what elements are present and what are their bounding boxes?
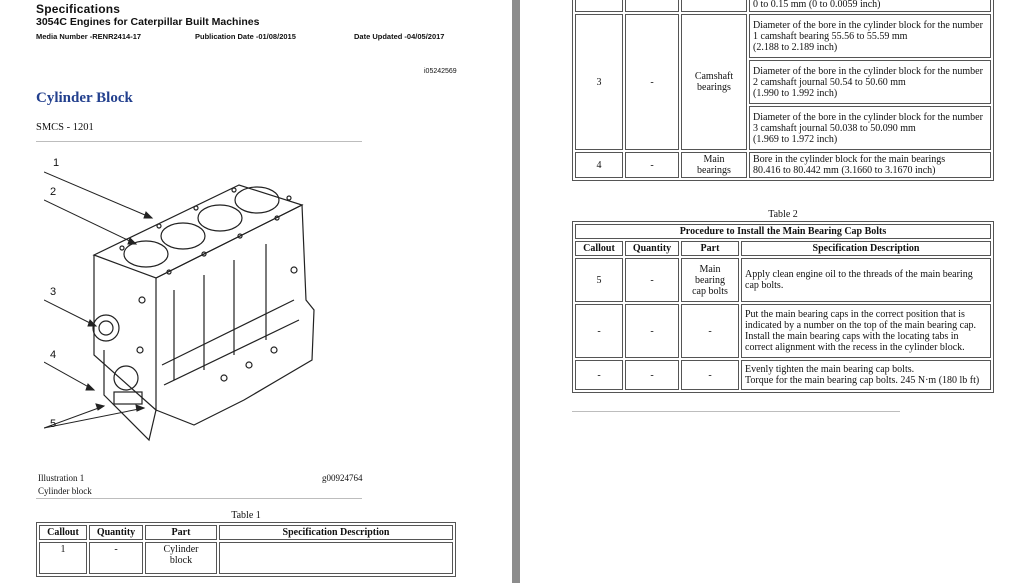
desc-line: Diameter of the bore in the cylinder block for the number: [753, 111, 983, 123]
cell-description: [749, 60, 991, 104]
desc-line: Diameter of the bore in the cylinder block for the number: [753, 19, 983, 31]
part-line: Main: [699, 263, 721, 275]
cell-description: [741, 304, 991, 358]
part-line: bearings: [697, 165, 731, 176]
col-spec-description: Specification Description: [219, 525, 453, 540]
cylinder-block-illustration: [44, 150, 344, 450]
cell-callout: -: [575, 304, 623, 358]
table-row: [575, 14, 991, 58]
cell-part: [681, 0, 747, 12]
desc-line: Torque for the main bearing cap bolts. 245 N·m (180 lb ft): [745, 375, 980, 386]
cell-part: [681, 258, 739, 302]
cell-quantity: -: [625, 152, 679, 178]
col-part: Part: [145, 525, 217, 540]
cell-part: -: [681, 304, 739, 358]
desc-line: (1.969 to 1.972 inch): [753, 133, 838, 145]
callout-4: 4: [50, 349, 57, 361]
illustration-number: Illustration 1: [38, 473, 85, 483]
cell-part: [145, 542, 217, 574]
caption-divider: [36, 498, 362, 499]
table-row: [575, 304, 991, 358]
cell-description: [749, 152, 991, 178]
cell-quantity: -: [625, 304, 679, 358]
desc-line: correct alignment with the recess in the cylinder block.: [745, 342, 965, 353]
cell-part: [681, 14, 747, 150]
table-row: [39, 542, 453, 574]
callout-5: 5: [50, 418, 57, 430]
part-line: Main: [703, 154, 725, 165]
cell-callout: [575, 0, 623, 12]
cell-quantity: -: [89, 542, 143, 574]
cell-quantity: -: [625, 258, 679, 302]
cell-description: [219, 542, 453, 574]
doc-id: i05242569: [424, 68, 457, 75]
table-row: [575, 0, 991, 12]
col-quantity: Quantity: [89, 525, 143, 540]
cell-callout: 1: [39, 542, 87, 574]
table1-caption: Table 1: [231, 510, 261, 521]
illustration-title: Cylinder block: [38, 486, 92, 496]
callout-3: 3: [50, 286, 57, 298]
desc-line: 3 camshaft journal 50.038 to 50.090 mm: [753, 122, 916, 134]
cell-description: [741, 258, 991, 302]
callout-1: 1: [53, 157, 60, 169]
part-line: bearing: [695, 274, 725, 286]
part-line: Camshaft: [694, 71, 734, 82]
desc-line: 80.416 to 80.442 mm (3.1660 to 3.1670 inch): [753, 165, 936, 176]
part-line: cap bolts: [692, 285, 728, 297]
cell-callout: 4: [575, 152, 623, 178]
col-part: Part: [681, 241, 739, 256]
desc-line: (2.188 to 2.189 inch): [753, 41, 838, 53]
table1: [36, 522, 456, 577]
desc-line: indicated by a number on the top of the main bearing cap.: [745, 320, 977, 331]
desc-line: Install the main bearing caps with the locating tabs in: [745, 331, 959, 342]
cell-part: [681, 152, 747, 178]
doc-title: Specifications: [36, 2, 121, 16]
page-separator: [512, 0, 520, 583]
cell-description: [749, 106, 991, 150]
table2: [572, 221, 994, 393]
callout-2: 2: [50, 186, 57, 198]
cell-description: [749, 14, 991, 58]
cell-callout: 3: [575, 14, 623, 150]
table2-caption: Table 2: [768, 209, 798, 220]
doc-subtitle: 3054C Engines for Caterpillar Built Machines: [36, 16, 260, 28]
cell-callout: -: [575, 360, 623, 390]
cell-description: [749, 0, 991, 12]
cell-quantity: [625, 0, 679, 12]
desc-line: Bore in the cylinder block for the main bearings: [753, 154, 946, 165]
col-callout: Callout: [575, 241, 623, 256]
cell-quantity: -: [625, 360, 679, 390]
table1-continued: [572, 0, 994, 181]
graphic-id: g00924764: [322, 473, 363, 483]
col-spec-description: Specification Description: [741, 241, 991, 256]
desc-line: (1.990 to 1.992 inch): [753, 87, 838, 99]
desc-line: Apply clean engine oil to the threads of the main bearing: [745, 269, 973, 280]
col-callout: Callout: [39, 525, 87, 540]
part-line: Cylinder: [163, 544, 199, 555]
desc-line: Diameter of the bore in the cylinder block for the number: [753, 65, 983, 77]
table2-divider: [572, 411, 900, 412]
desc-line: Put the main bearing caps in the correct position that is: [745, 309, 965, 320]
illustration-caption: [38, 472, 92, 498]
cell-quantity: -: [625, 14, 679, 150]
desc-line: 0 to 0.15 mm (0 to 0.0059 inch): [753, 0, 881, 10]
table-row: [575, 152, 991, 178]
cell-part: -: [681, 360, 739, 390]
desc-line: cap bolts.: [745, 280, 784, 291]
part-line: bearings: [697, 82, 731, 93]
date-updated: Date Updated -04/05/2017: [354, 32, 445, 41]
cell-callout: 5: [575, 258, 623, 302]
part-line: block: [169, 555, 193, 566]
media-number: Media Number -RENR2414-17: [36, 32, 142, 41]
col-quantity: Quantity: [625, 241, 679, 256]
section-divider: [36, 141, 362, 142]
table2-title: Procedure to Install the Main Bearing Cap Bolts: [575, 224, 991, 239]
desc-line: 1 camshaft bearing 55.56 to 55.59 mm: [753, 30, 908, 42]
cell-description: [741, 360, 991, 390]
desc-line: Evenly tighten the main bearing cap bolts.: [745, 364, 915, 375]
table-row: [575, 360, 991, 390]
publication-date: Publication Date -01/08/2015: [195, 32, 296, 41]
table-row: [575, 258, 991, 302]
desc-line: 2 camshaft journal 50.54 to 50.60 mm: [753, 76, 906, 88]
section-title: Cylinder Block: [36, 90, 133, 106]
smcs-code: SMCS - 1201: [36, 122, 94, 133]
